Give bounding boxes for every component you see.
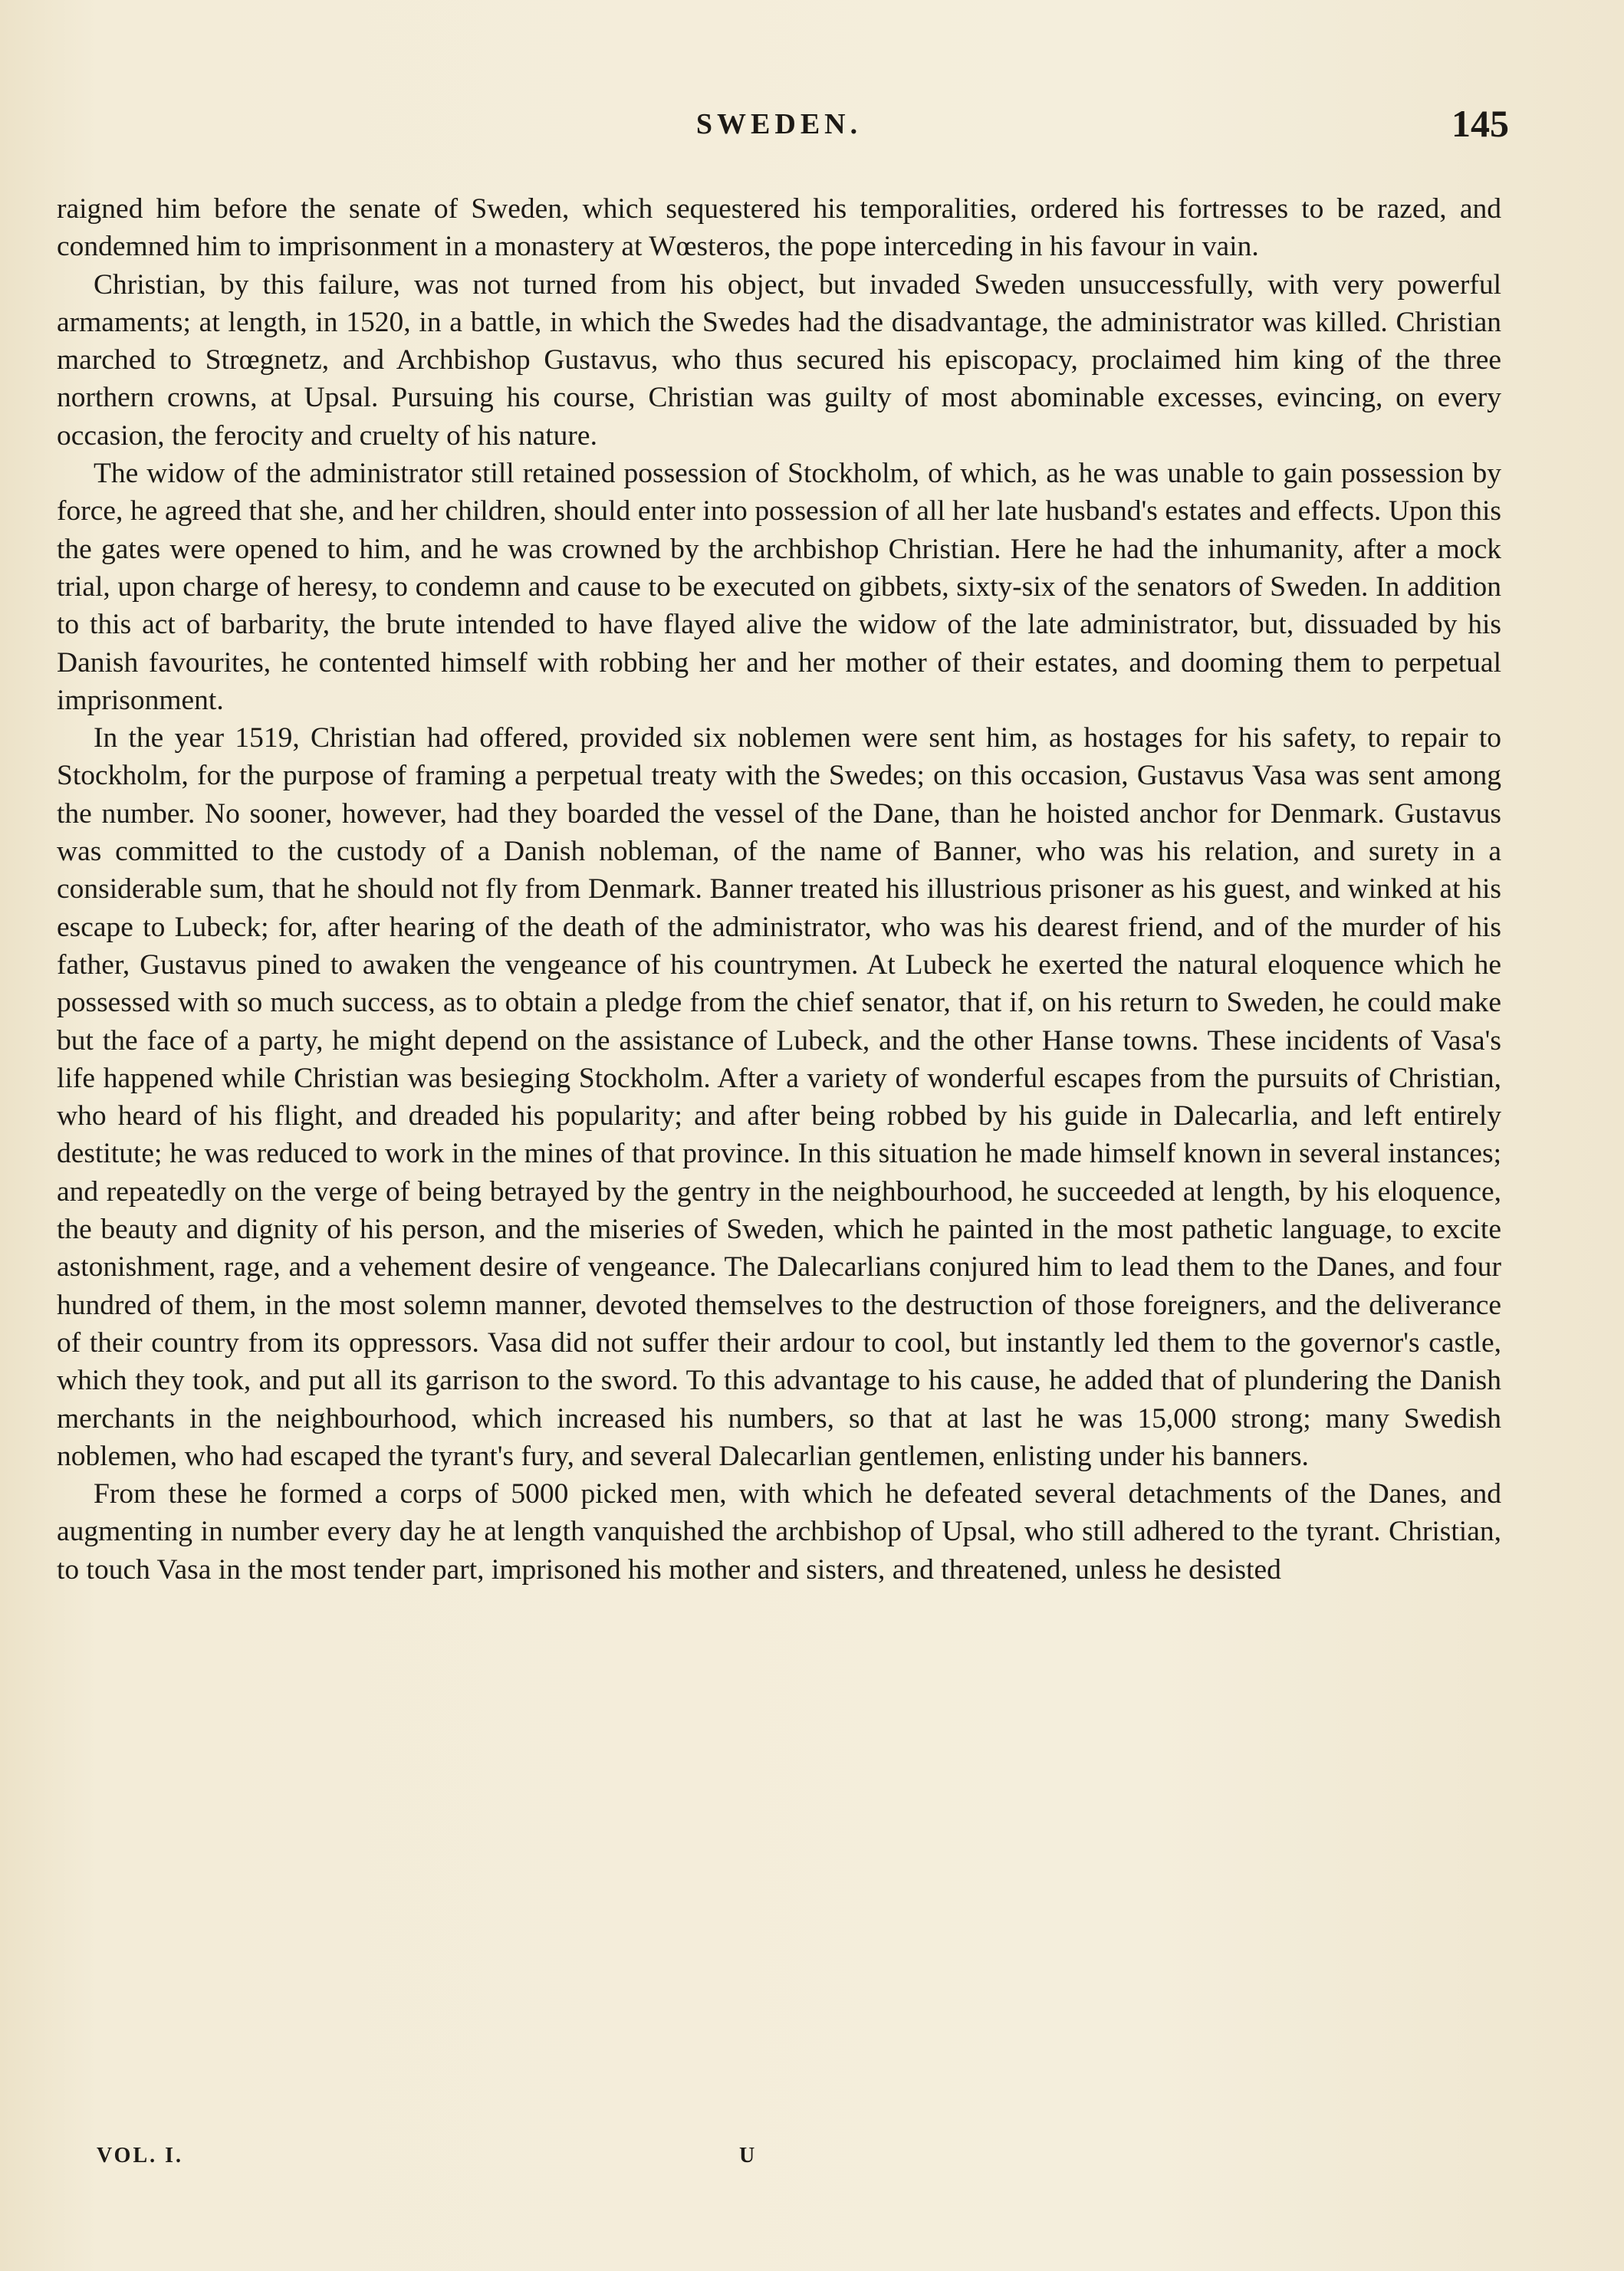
- paragraph: Christian, by this failure, was not turned from his object, but invaded Sweden unsuccessfully, with very powerful armaments; at length, in 1520, in a battle, in which the Swedes had the disadvantage, the administrator was killed. Christian marched to Strœgnetz, and Archbishop Gustavus, who thus secured his episcopacy, proclaimed him king of the three northern crowns, at Upsal. Pursuing his course, Christian was guilty of most abominable excesses, evincing, on every occasion, the ferocity and cruelty of his nature.: [57, 268, 1501, 452]
- paragraph: From these he formed a corps of 5000 picked men, with which he defeated several detachments of the Danes, and augmenting in number every day he at length vanquished the archbishop of Upsal, who still adhered to the tyrant. Christian, to touch Vasa in the most tender part, imprisoned his mother and sisters, and threatened, unless he desisted: [57, 1478, 1501, 1586]
- running-head: SWEDEN.: [695, 108, 863, 140]
- volume-label: VOL. I.: [97, 2144, 184, 2167]
- paragraph: In the year 1519, Christian had offered, provided six noblemen were sent him, as hostages for his safety, to repair to Stockholm, for the purpose of framing a perpetual treaty with the Swedes; on this occasion, Gustavus Vasa was sent among the number. No sooner, however, had they boarded the vessel of the Dane, than he hoisted anchor for Denmark. Gustavus was committed to the custody of a Danish nobleman, of the name of Banner, who was his relation, and surety in a considerable sum, that he should not fly from Denmark. Banner treated his illustrious prisoner as his guest, and winked at his escape to Lubeck; for, after hearing of the death of the administrator, who was his dearest friend, and of the murder of his father, Gustavus pined to awaken the vengeance of his countrymen. At Lubeck he exerted the natural eloquence which he possessed with so much success, as to obtain a pledge from the chief senator, that if, on his return to Sweden, he could make but the face of a party, he might depend on the assistance of Lubeck, and the other Hanse towns. These incidents of Vasa's life happened while Christian was besieging Stockholm. After a variety of wonderful escapes from the pursuits of Christian, who heard of his flight, and dreaded his popularity; and after being robbed by his guide in Dalecarlia, and left entirely destitute; he was reduced to work in the mines of that province. In this situation he made himself known in several instances; and repeatedly on the verge of being betrayed by the gentry in the neighbourhood, he succeeded at length, by his eloquence, the beauty and dignity of his person, and the miseries of Sweden, which he painted in the most pathetic language, to excite astonishment, rage, and a vehement desire of vengeance. The Dalecarlians conjured him to lead them to the Danes, and four hundred of them, in the most solemn manner, devoted themselves to the destruction of those foreigners, and the deliverance of their country from its oppressors. Vasa did not suffer their ardour to cool, but instantly led them to the governor's castle, which they took, and put all its garrison to the sword. To this advantage to his cause, he added that of plundering the Danish merchants in the neighbourhood, which increased his numbers, so that at last he was 15,000 strong; many Swedish noblemen, who had escaped the tyrant's fury, and several Dalecarlian gentlemen, enlisting under his banners.: [57, 722, 1501, 1472]
- signature-mark: U: [739, 2144, 758, 2167]
- page-number: 145: [1451, 102, 1509, 145]
- page-footer: [97, 2144, 863, 2182]
- body-text: [57, 190, 1501, 1589]
- paragraph-continuation: raigned him before the senate of Sweden, which sequestered his temporalities, ordered his fortresses to be razed, and condemned him to imprisonment in a monastery at Wœsteros, the pope interceding in his favour in vain.: [57, 193, 1501, 263]
- paragraph: The widow of the administrator still retained possession of Stockholm, of which, as he was unable to gain possession by force, he agreed that she, and her children, should enter into possession of all her late husband's estates and effects. Upon this the gates were opened to him, and he was crowned by the archbishop Christian. Here he had the inhumanity, after a mock trial, upon charge of heresy, to condemn and cause to be executed on gibbets, sixty-six of the senators of Sweden. In addition to this act of barbarity, the brute intended to have flayed alive the widow of the late administrator, but, dissuaded by his Danish favourites, he contented himself with robbing her and her mother of their estates, and dooming them to perpetual imprisonment.: [57, 458, 1501, 716]
- page-header: [57, 102, 1509, 169]
